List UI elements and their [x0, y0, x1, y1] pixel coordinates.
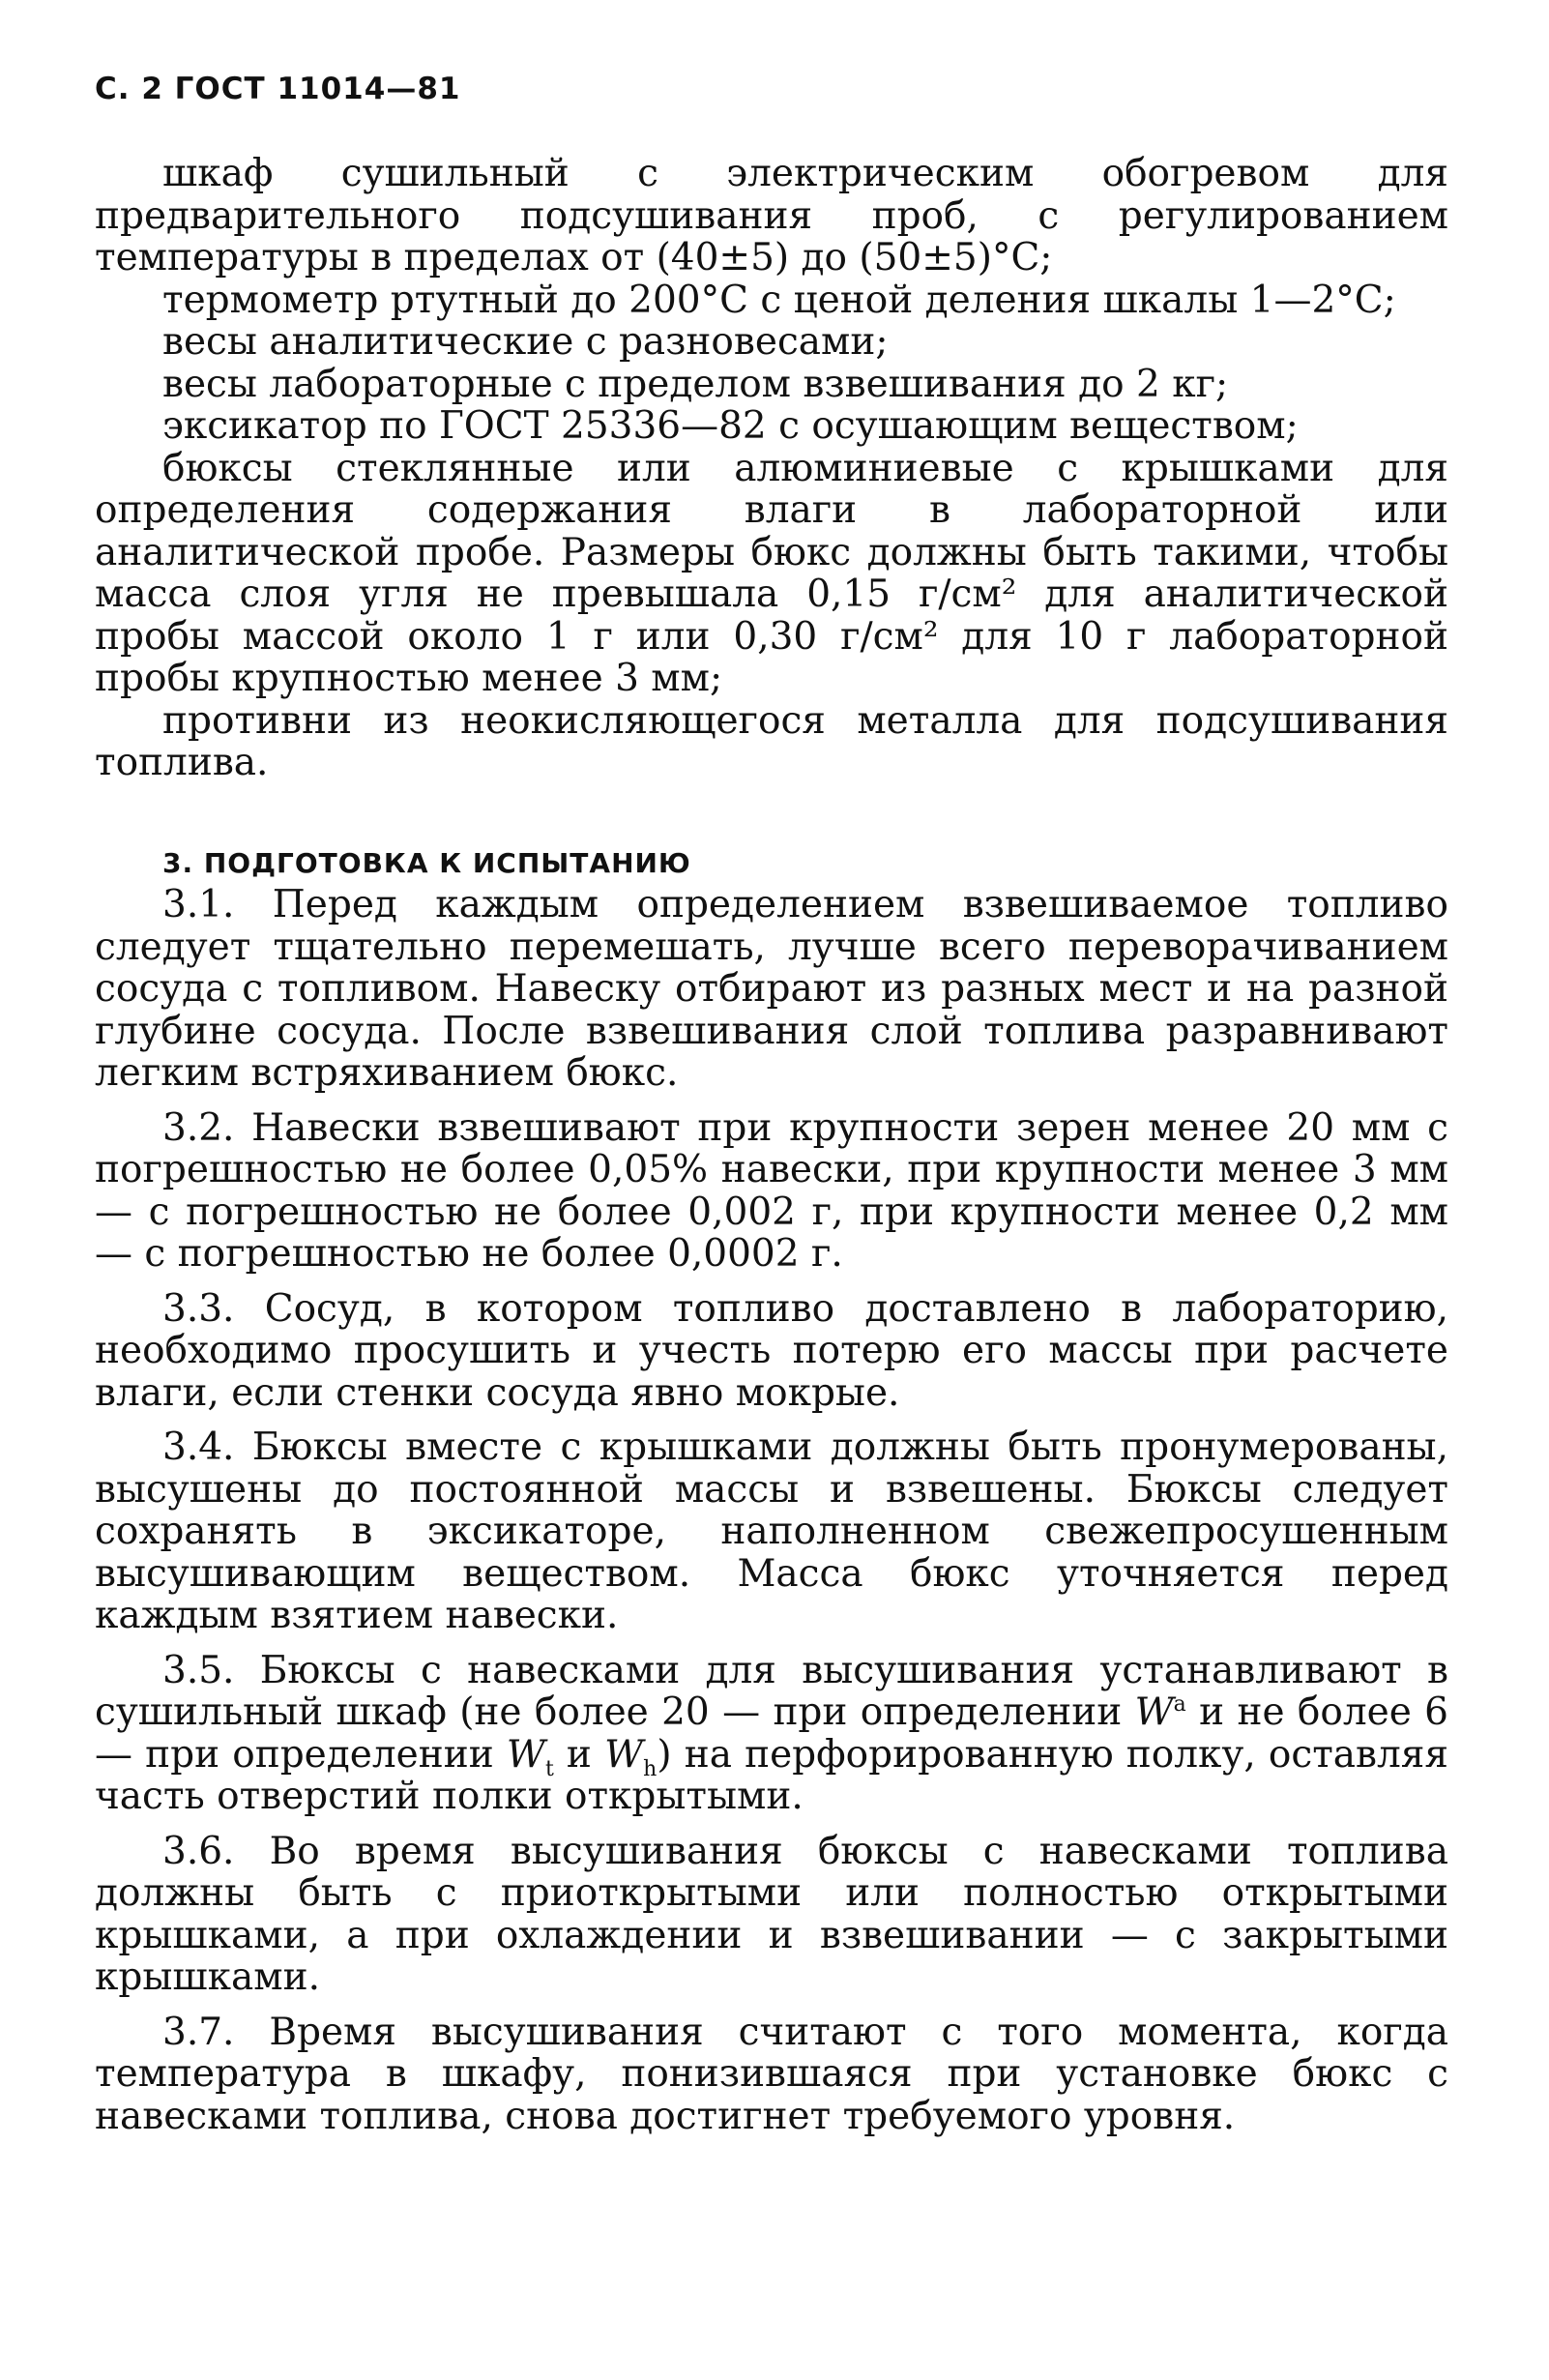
paragraph-3-5 — [95, 1650, 1448, 1818]
text-span: и не более 6 — при определении — [95, 1690, 1448, 1777]
equipment-item: весы лабораторные с пределом взвешивания до 2 кг; — [162, 362, 1229, 406]
moisture-symbol: W — [506, 1732, 545, 1777]
text-span: 3.5. Бюксы с навесками для высушивания устанавливают в сушильный шкаф (не более 20 — при определении — [95, 1648, 1448, 1734]
paragraph-3-2: 3.2. Навески взвешивают при крупности зерен менее 20 мм с погрешностью не более 0,05% навески, при крупности менее 3 мм — с погрешностью не более 0,002 г, при крупности менее 0,2 мм — с погрешностью не более 0,0002 г. — [95, 1105, 1448, 1276]
equipment-item: шкаф сушильный с электрическим обогревом для предварительного подсушивания проб, с регулированием температуры в пределах от (40±5) до (50±5)°С; — [95, 152, 1448, 279]
equipment-item: весы аналитические с разновесами; — [162, 320, 889, 364]
text-span: ) на перфорированную полку, оставляя часть отверстий полки открытыми. — [95, 1732, 1448, 1818]
paragraph-3-3: 3.3. Сосуд, в котором топливо доставлено в лабораторию, необходимо просушить и учесть потерю его массы при расчете влаги, если стенки сосуда явно мокрые. — [95, 1286, 1448, 1415]
equipment-item: бюксы стеклянные или алюминиевые с крышками для определения содержания влаги в лабораторной или аналитической пробе. Размеры бюкс должны быть такими, чтобы масса слоя угля не превышала 0,15 г/см² для аналитической пробы массой около 1 г или 0,30 г/см² для 10 г лабораторной пробы крупностью менее 3 мм; — [95, 446, 1448, 700]
moisture-symbol: W — [1134, 1690, 1174, 1734]
equipment-item: термометр ртутный до 200°С с ценой деления шкалы 1—2°С; — [162, 278, 1396, 322]
paragraph-3-7: 3.7. Время высушивания считают с того момента, когда температура в шкафу, понизившаяся при установке бюкс с навесками топлива, снова достигнет требуемого уровня. — [95, 2010, 1448, 2138]
page-header: С. 2 ГОСТ 11014—81 — [95, 72, 461, 106]
document-body — [95, 153, 1448, 2150]
section-title: 3. ПОДГОТОВКА К ИСПЫТАНИЮ — [162, 846, 691, 879]
subscript: t — [544, 1756, 554, 1781]
superscript: a — [1173, 1692, 1186, 1717]
equipment-item: противни из неокисляющегося металла для подсушивания топлива. — [95, 698, 1448, 784]
text-span: и — [553, 1732, 605, 1777]
paragraph-3-4: 3.4. Бюксы вместе с крышками должны быть пронумерованы, высушены до постоянной массы и взвешены. Бюксы следует сохранять в эксикаторе, наполненном свежепросушенным высушивающим веществом. Масса бюкс уточняется перед каждым взятием навески. — [95, 1425, 1448, 1637]
paragraph-3-1: 3.1. Перед каждым определением взвешиваемое топливо следует тщательно перемешать, лучше всего переворачиванием сосуда с топливом. Навеску отбирают из разных мест и на разной глубине сосуда. После взвешивания слой топлива разравнивают легким встряхиванием бюкс. — [95, 883, 1448, 1095]
paragraph-3-6: 3.6. Во время высушивания бюксы с навесками топлива должны быть с приоткрытыми или полностью открытыми крышками, а при охлаждении и взвешивании — с закрытыми крышками. — [95, 1829, 1448, 1999]
subscript: h — [643, 1756, 658, 1781]
moisture-symbol: W — [604, 1732, 644, 1777]
equipment-item: эксикатор по ГОСТ 25336—82 с осушающим веществом; — [162, 404, 1299, 448]
equipment-list — [95, 153, 1448, 784]
